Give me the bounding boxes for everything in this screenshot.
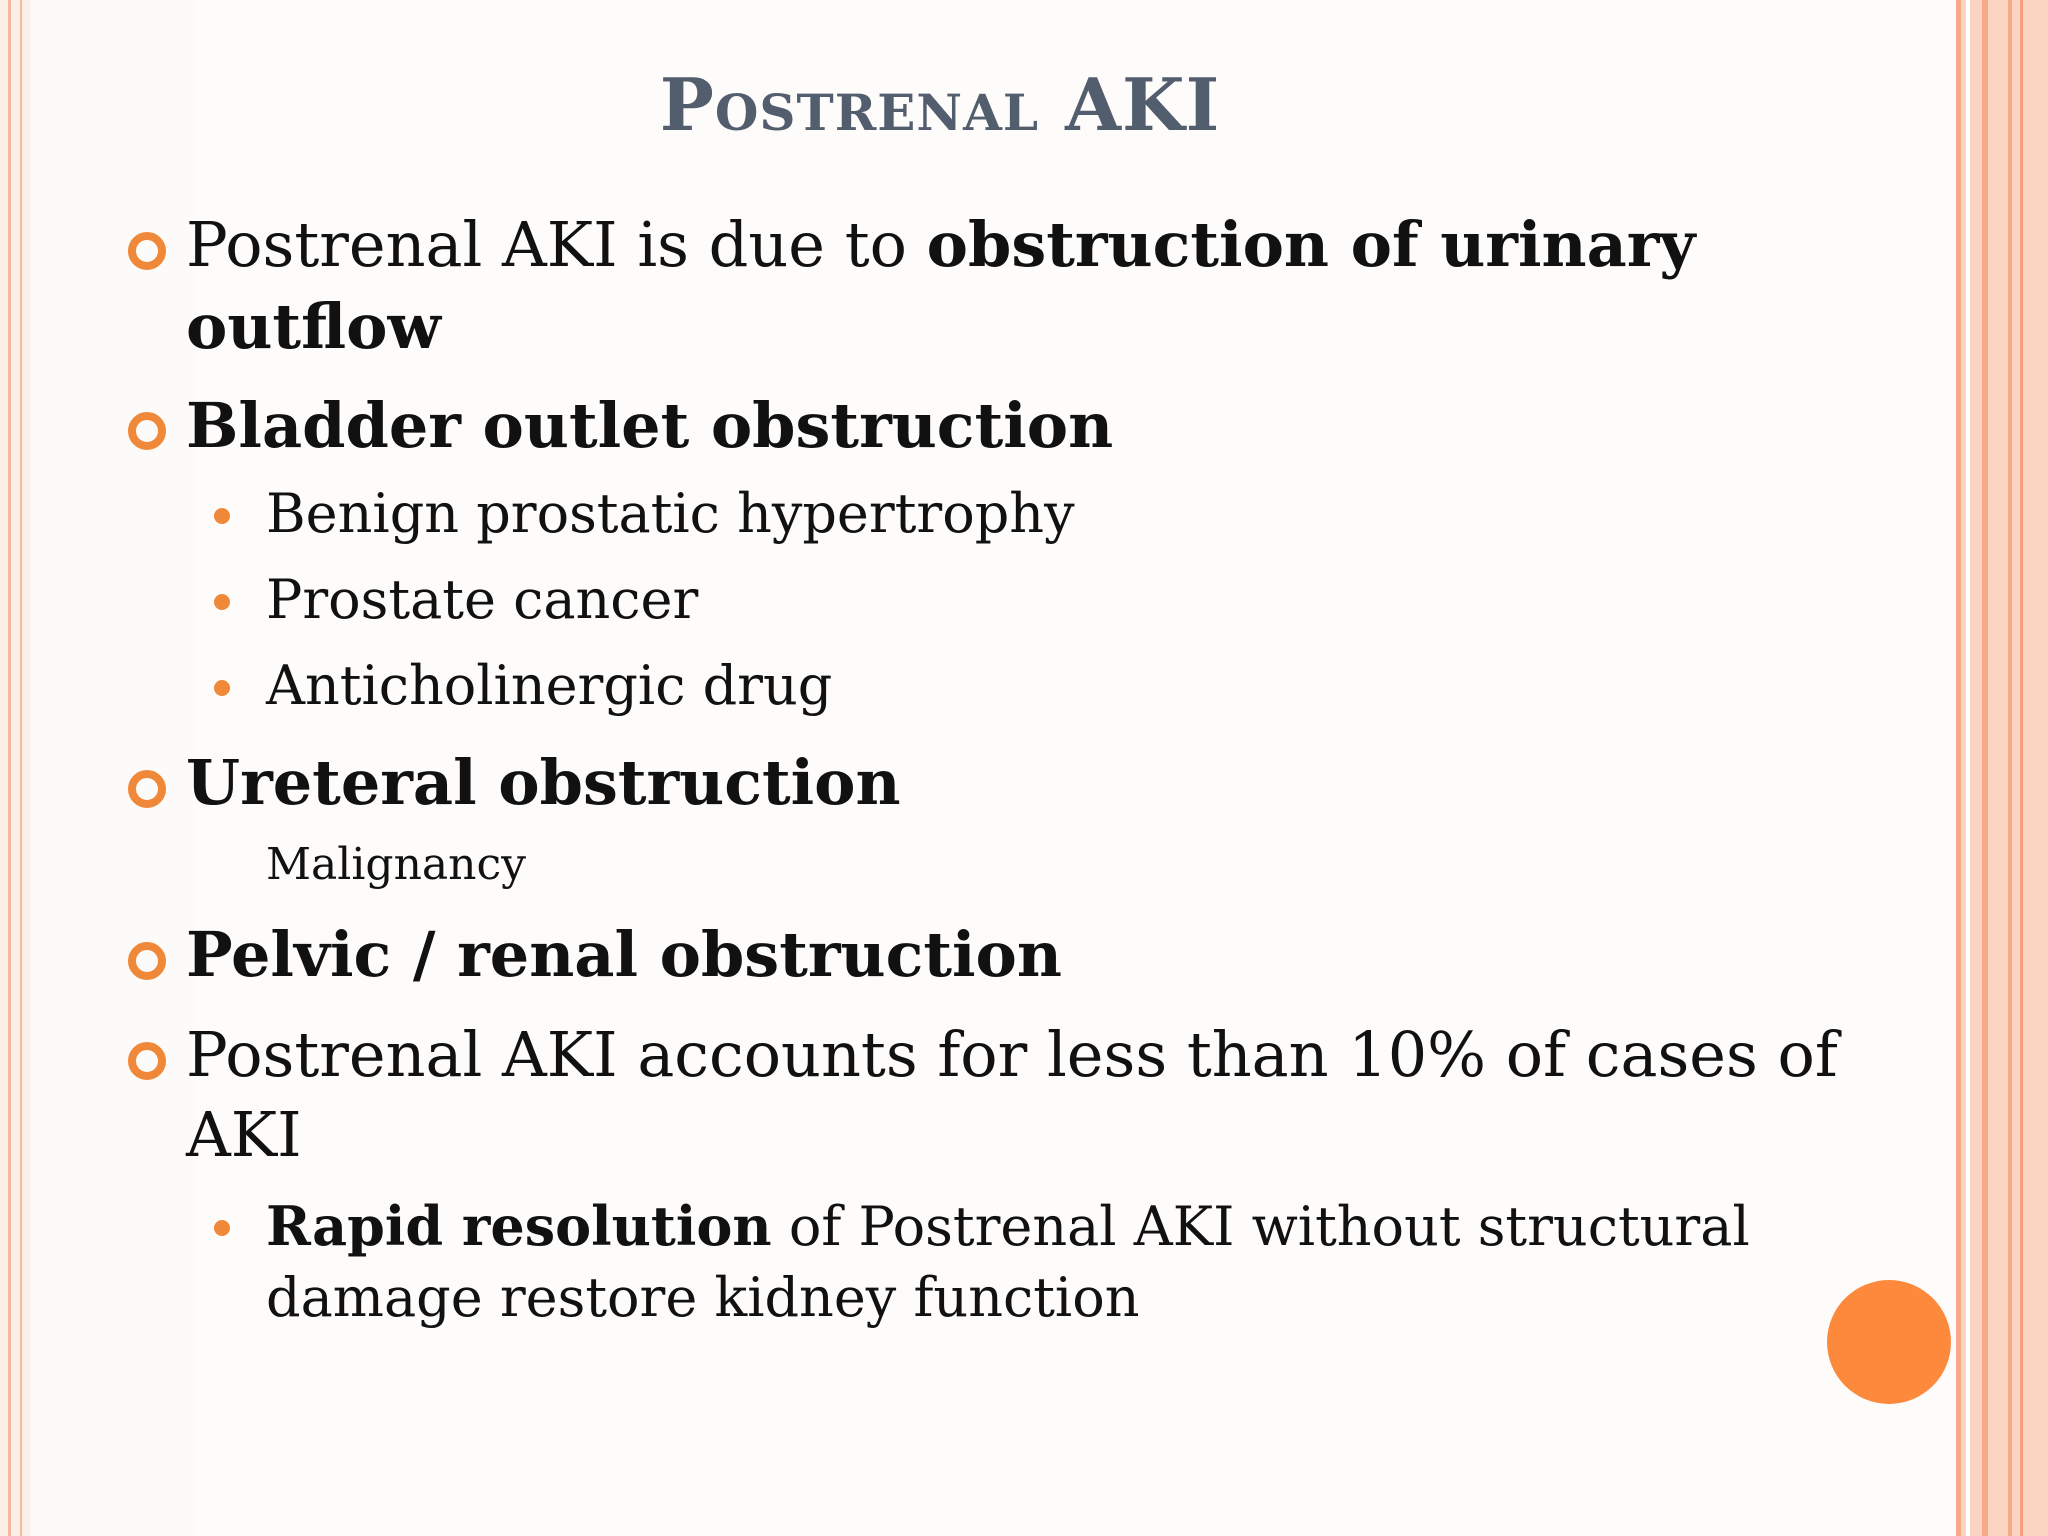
ring-bullet-icon [128, 942, 166, 980]
dot-bullet-icon [214, 1220, 230, 1236]
bullet-text-1-cont: outflow [186, 290, 441, 363]
left-border-line [20, 0, 22, 1536]
right-border-line [2020, 0, 2023, 1536]
sub-bullet-text: Anticholinergic drug [266, 654, 833, 717]
ring-bullet-icon [128, 770, 166, 808]
bullet-text-5-cont: AKI [186, 1098, 302, 1171]
sub-bullet-text: Prostate cancer [266, 568, 699, 631]
right-border-line [1956, 0, 1961, 1536]
bullet-text-5: Postrenal AKI accounts for less than 10% of cases of [186, 1018, 1838, 1091]
right-border-gap [1966, 0, 1970, 1536]
sub-text: Malignancy [266, 839, 527, 890]
bullet-text-1: Postrenal AKI is due to obstruction of urinary [186, 208, 1696, 281]
ring-bullet-icon [128, 1042, 166, 1080]
right-border-line [1982, 0, 1988, 1536]
orange-circle-decoration [1827, 1280, 1951, 1404]
sub-bullet-text-cont: damage restore kidney function [266, 1266, 1140, 1329]
dot-bullet-icon [214, 594, 230, 610]
slide-title: Postrenal AKI [659, 62, 1221, 147]
bullet-text-3: Ureteral obstruction [186, 746, 901, 819]
sub-bullet-text: Benign prostatic hypertrophy [266, 482, 1075, 545]
right-border-line [2008, 0, 2012, 1536]
bullet-text-4: Pelvic / renal obstruction [186, 918, 1062, 991]
bullet-text-2: Bladder outlet obstruction [186, 389, 1114, 462]
dot-bullet-icon [214, 680, 230, 696]
left-border-band [0, 0, 30, 1536]
dot-bullet-icon [214, 508, 230, 524]
left-border-line [8, 0, 11, 1536]
ring-bullet-icon [128, 232, 166, 270]
sub-bullet-text: Rapid resolution of Postrenal AKI without structural [266, 1194, 1750, 1258]
ring-bullet-icon [128, 412, 166, 450]
